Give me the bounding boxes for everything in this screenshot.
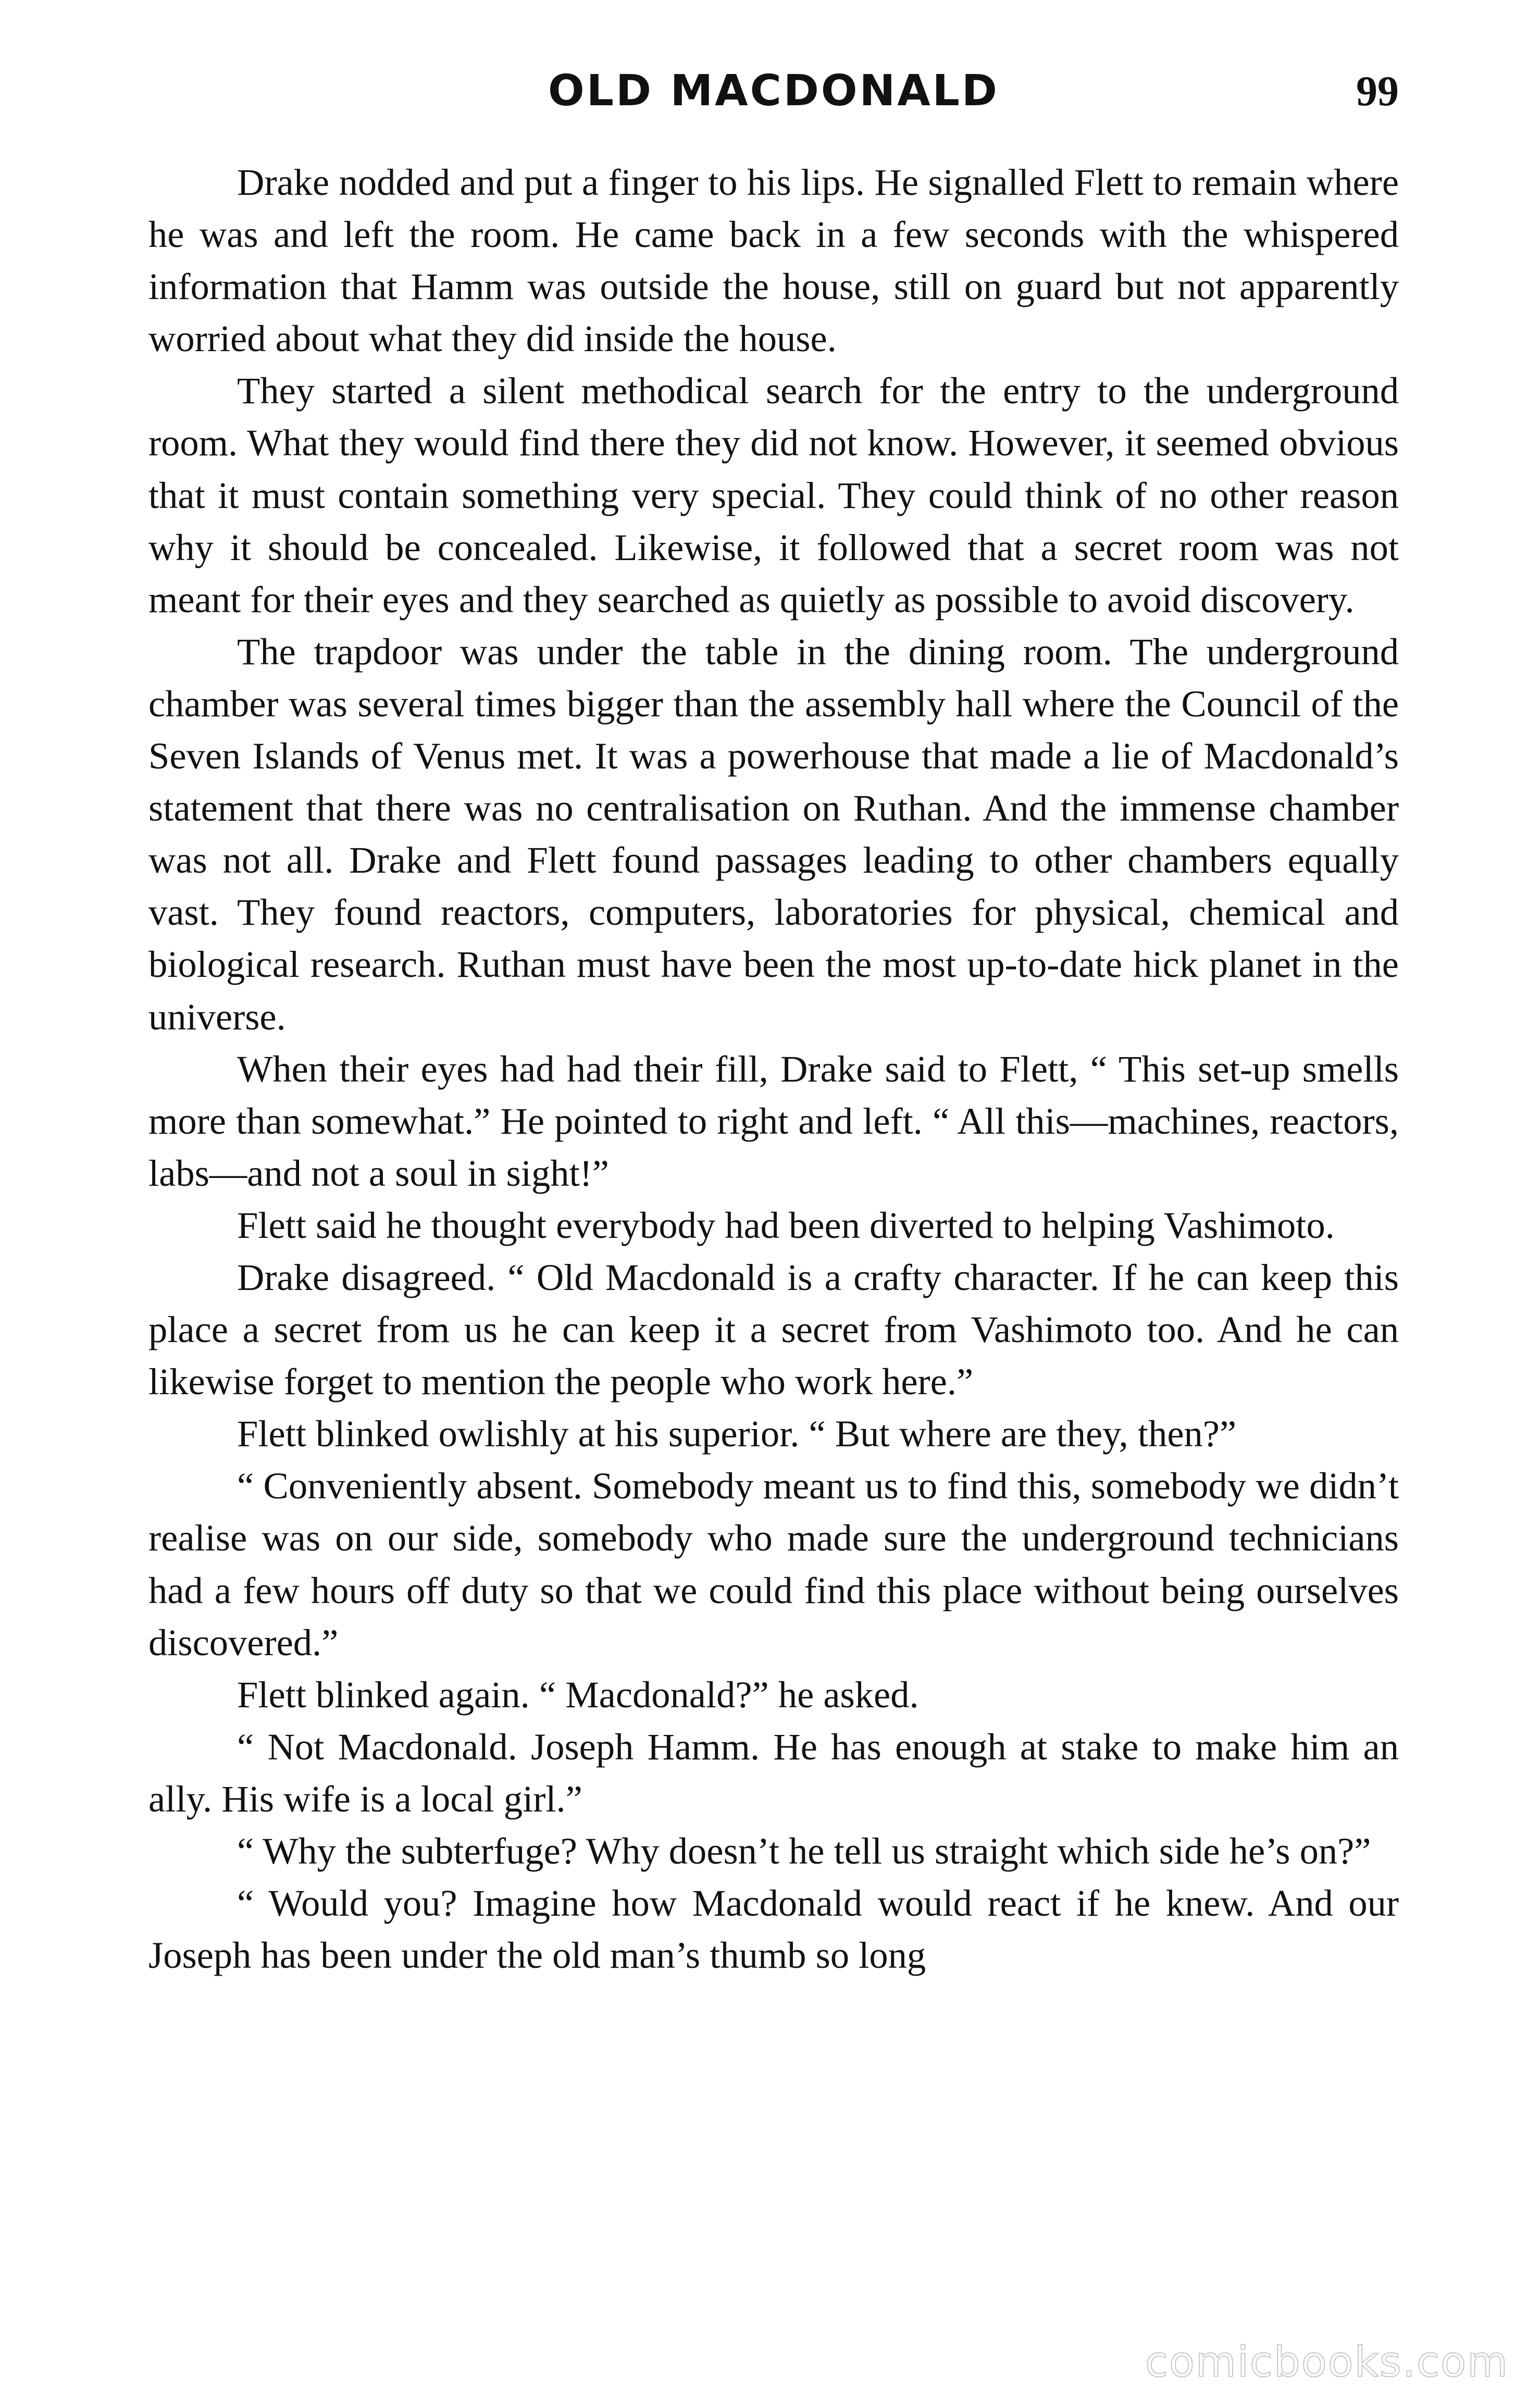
watermark: comicbooks.com: [1145, 2338, 1509, 2386]
paragraph: “ Why the subterfuge? Why doesn’t he tell us straight which side he’s on?”: [237, 1830, 1371, 1872]
paragraph: Drake disagreed. “ Old Macdonald is a crafty character. If he can keep this place a secret from us he can keep it a secret from Vashimoto too. And he can likewise forget to mention the people who work here.”: [148, 1256, 1399, 1403]
page-number: 99: [1356, 67, 1399, 115]
running-title: OLD MACDONALD: [548, 66, 999, 116]
body-text: [148, 156, 1399, 1981]
paragraph: “ Would you? Imagine how Macdonald would react if he knew. And our Joseph has been under the old man’s thumb so long: [148, 1882, 1399, 1977]
paragraph: Drake nodded and put a finger to his lips. He signalled Flett to remain where he was and left the room. He came back in a few seconds with the whispered information that Hamm was outside the house, still on guard but not apparently worried about what they did inside the house.: [148, 161, 1399, 360]
paragraph: Flett said he thought everybody had been diverted to helping Vashimoto.: [237, 1204, 1335, 1246]
paragraph: They started a silent methodical search for the entry to the underground room. What they would find there they did not know. However, it seemed obvious that it must contain something very special. They could think of no other reason why it should be concealed. Likewise, it followed that a secret room was not meant for their eyes and they searched as quietly as possible to avoid discovery.: [148, 369, 1399, 621]
paragraph: Flett blinked owlishly at his superior. “ But where are they, then?”: [237, 1412, 1237, 1455]
running-head: [148, 63, 1399, 120]
paragraph: “ Not Macdonald. Joseph Hamm. He has enough at stake to make him an ally. His wife is a local girl.”: [148, 1725, 1399, 1820]
paragraph: The trapdoor was under the table in the dining room. The underground chamber was several times bigger than the assembly hall where the Council of the Seven Islands of Venus met. It was a powerhouse that made a lie of Macdonald’s statement that there was no centralisation on Ruthan. And the immense chamber was not all. Drake and Flett found passages leading to other chambers equally vast. They found reactors, computers, laboratories for physical, chemical and biological research. Ruthan must have been the most up-to-date hick planet in the universe.: [148, 630, 1399, 1038]
paragraph: When their eyes had had their fill, Drake said to Flett, “ This set-up smells more than somewhat.” He pointed to right and left. “ All this—machines, reactors, labs—and not a soul in sight!”: [148, 1047, 1399, 1194]
paragraph: “ Conveniently absent. Somebody meant us to find this, somebody we didn’t realise was on our side, somebody who made sure the underground technicians had a few hours off duty so that we could find this place without being ourselves discovered.”: [148, 1465, 1399, 1664]
paragraph: Flett blinked again. “ Macdonald?” he asked.: [237, 1673, 919, 1716]
